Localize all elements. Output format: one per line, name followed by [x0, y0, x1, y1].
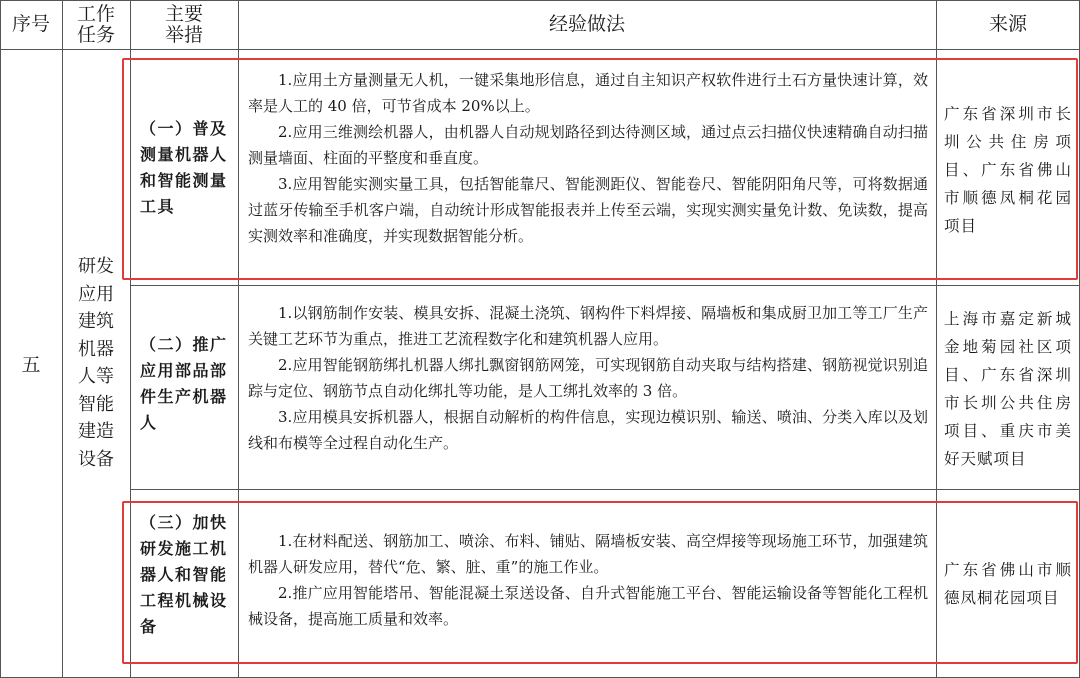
practice-item: 2.应用三维测绘机器人，由机器人自动规划路径到达待测区域，通过点云扫描仪快速精确自动扫描测量墙面、柱面的平整度和垂直度。	[248, 123, 928, 167]
task-char: 建造	[78, 421, 114, 442]
measure-line: 人	[140, 413, 158, 432]
task-char: 人等	[78, 366, 114, 387]
task-char: 研发	[78, 256, 114, 277]
grid-line	[130, 489, 1080, 490]
header-measure	[130, 0, 238, 49]
measure-cell	[140, 332, 236, 436]
measure-line: 研发施工机	[140, 539, 228, 558]
source-cell	[944, 305, 1072, 473]
measure-line: 应用部品部	[140, 361, 228, 380]
measure-line: （二）推广	[140, 335, 228, 354]
measure-line: 测量机器人	[140, 145, 228, 164]
highlight-box	[122, 58, 1078, 280]
grid-line	[0, 49, 1080, 50]
measure-line: 工具	[140, 197, 176, 216]
measure-line: 备	[140, 617, 158, 636]
source-text: 上海市嘉定新城金地菊园社区项目、广东省深圳市长圳公共住房项目、重庆市美好天赋项目	[944, 310, 1072, 468]
practice-item: 2.应用智能钢筋绑扎机器人绑扎飘窗钢筋网笼，可实现钢筋自动夹取与结构搭建、钢筋视觉识别追踪与定位、钢筋节点自动化绑扎等功能，是人工绑扎效率的 3 倍。	[248, 356, 928, 400]
grid-line	[130, 285, 1080, 286]
header-practice-label: 经验做法	[548, 13, 625, 35]
measure-line: 和智能测量	[140, 171, 228, 190]
header-task-line: 工作	[76, 2, 115, 25]
seq-number: 五	[21, 353, 41, 376]
practice-item: 1.在材料配送、钢筋加工、喷涂、布料、铺贴、隔墙板安装、高空焊接等现场施工环节，加强建筑机器人研发应用，替代“危、繁、脏、重”的施工作业。	[248, 532, 928, 576]
header-seq-label: 序号	[11, 13, 50, 35]
seq-cell	[0, 49, 62, 677]
measure-line: 件生产机器	[140, 387, 228, 406]
measure-line: （一）普及	[140, 119, 228, 138]
practice-item: 2.推广应用智能塔吊、智能混凝土泵送设备、自升式智能施工平台、智能运输设备等智能化工程机械设备，提高施工质量和效率。	[248, 584, 928, 628]
practice-cell	[248, 300, 928, 456]
task-char: 应用	[78, 283, 114, 305]
header-source	[936, 0, 1080, 49]
task-char: 机器	[78, 338, 114, 360]
practice-item: 3.应用智能实测实量工具，包括智能靠尺、智能测距仪、智能卷尺、智能阴阳角尺等，可将数据通过蓝牙传输至手机客户端，自动统计形成智能报表并上传至云端，实现实测实量免计数、免读数，提高实测效率和准确度，并实现数据智能分析。	[248, 175, 928, 245]
measure-line: 工程机械设	[140, 591, 228, 610]
measure-line: 器人和智能	[140, 565, 228, 584]
practice-item: 1.以钢筋制作安装、模具安拆、混凝土浇筑、钢构件下料焊接、隔墙板和集成厨卫加工等工厂生产关键工艺环节为重点，推进工艺流程数字化和建筑机器人应用。	[248, 304, 928, 348]
source-text: 广东省佛山市顺德凤桐花园项目	[944, 561, 1072, 607]
highlight-box	[122, 501, 1078, 664]
task-char: 智能	[78, 393, 114, 415]
practice-item: 1.应用土方量测量无人机，一键采集地形信息，通过自主知识产权软件进行土石方量快速计算，效率是人工的 40 倍，可节省成本 20%以上。	[248, 71, 928, 115]
header-source-label: 来源	[988, 13, 1027, 35]
measure-line: （三）加快	[140, 513, 228, 532]
header-seq	[0, 0, 62, 49]
task-char: 建筑	[78, 311, 114, 332]
source-text: 广东省深圳市长圳公共住房项目、广东省佛山市顺德凤桐花园项目	[944, 105, 1072, 235]
task-char: 设备	[78, 448, 114, 470]
header-measure-line: 主要	[164, 2, 203, 25]
task-cell	[62, 49, 130, 677]
header-task-line: 任务	[76, 23, 115, 46]
header-task	[62, 0, 130, 49]
header-practice	[238, 0, 936, 49]
task-text	[78, 253, 114, 473]
header-measure-line: 举措	[164, 23, 203, 46]
practice-item: 3.应用模具安拆机器人，根据自动解析的构件信息，实现边模识别、输送、喷油、分类入库以及划线和布模等全过程自动化生产。	[248, 408, 928, 452]
